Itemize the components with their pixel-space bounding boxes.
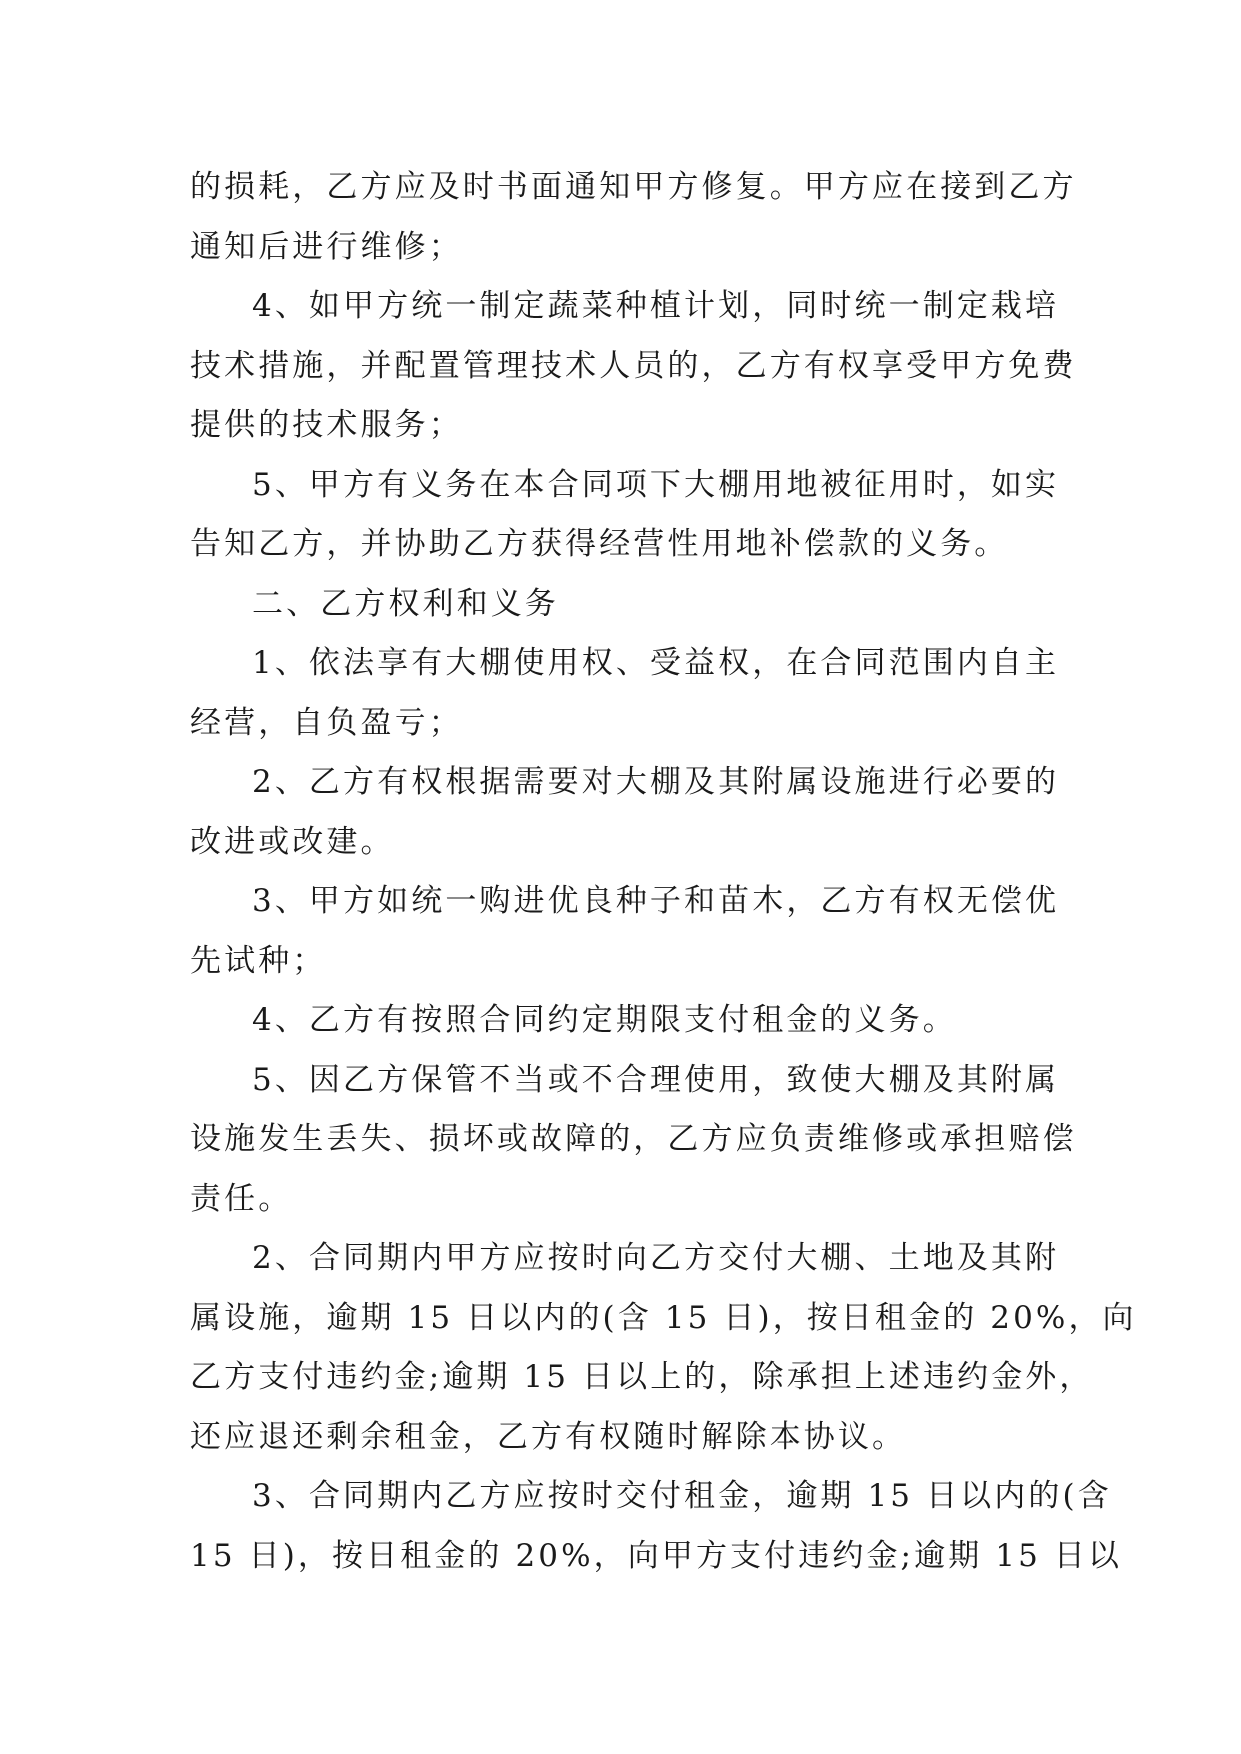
paragraph-7	[190, 872, 1060, 991]
text-line: 5、因乙方保管不当或不合理使用，致使大棚及其附属	[252, 1061, 1060, 1098]
text-line: 4、如甲方统一制定蔬菜种植计划，同时统一制定栽培	[252, 288, 1060, 324]
text-line: 设施发生丢失、损坏或故障的，乙方应负责维修或承担赔偿	[190, 1121, 1077, 1157]
paragraph-1	[190, 158, 1077, 277]
text-line: 3、甲方如统一购进优良种子和苗木，乙方有权无偿优	[252, 883, 1060, 919]
text-line: 15 日)，按日租金的 20%，向甲方支付违约金;逾期 15 日以	[190, 1537, 1123, 1574]
paragraph-10	[190, 1229, 1137, 1467]
text-line: 通知后进行维修；	[190, 228, 463, 265]
paragraph-9	[190, 1051, 1077, 1230]
paragraph-5	[190, 634, 1060, 753]
text-line: 的损耗，乙方应及时书面通知甲方修复。甲方应在接到乙方	[190, 169, 1077, 205]
text-line: 1、依法享有大棚使用权、受益权，在合同范围内自主	[252, 645, 1060, 681]
paragraph-6	[190, 753, 1060, 872]
paragraph-8	[190, 991, 1056, 1051]
text-line: 还应退还剩余租金，乙方有权随时解除本协议。	[190, 1418, 907, 1455]
text-line: 3、合同期内乙方应按时交付租金，逾期 15 日以内的(含	[252, 1478, 1112, 1514]
text-line: 责任。	[190, 1180, 293, 1217]
document-page	[190, 158, 1137, 1586]
text-line: 属设施，逾期 15 日以内的(含 15 日)，按日租金的 20%，向	[190, 1299, 1137, 1336]
text-line: 提供的技术服务；	[190, 407, 463, 443]
text-line: 5、甲方有义务在本合同项下大棚用地被征用时，如实	[252, 466, 1060, 503]
text-line: 2、合同期内甲方应按时向乙方交付大棚、土地及其附	[252, 1240, 1060, 1276]
text-line: 技术措施，并配置管理技术人员的，乙方有权享受甲方免费	[190, 347, 1077, 384]
section-heading	[190, 575, 1056, 635]
text-line: 先试种；	[190, 942, 327, 979]
paragraph-11	[190, 1467, 1123, 1586]
text-line: 2、乙方有权根据需要对大棚及其附属设施进行必要的	[252, 764, 1060, 800]
text-line: 4、乙方有按照合同约定期限支付租金的义务。	[252, 1002, 957, 1038]
text-line: 改进或改建。	[190, 823, 395, 860]
text-line: 告知乙方，并协助乙方获得经营性用地补偿款的义务。	[190, 526, 1009, 562]
paragraph-3	[190, 456, 1060, 575]
paragraph-2	[190, 277, 1077, 456]
text-line: 乙方支付违约金;逾期 15 日以上的，除承担上述违约金外，	[190, 1359, 1094, 1395]
text-line: 经营，自负盈亏；	[190, 704, 463, 741]
section-heading-text: 二、乙方权利和义务	[252, 585, 559, 622]
